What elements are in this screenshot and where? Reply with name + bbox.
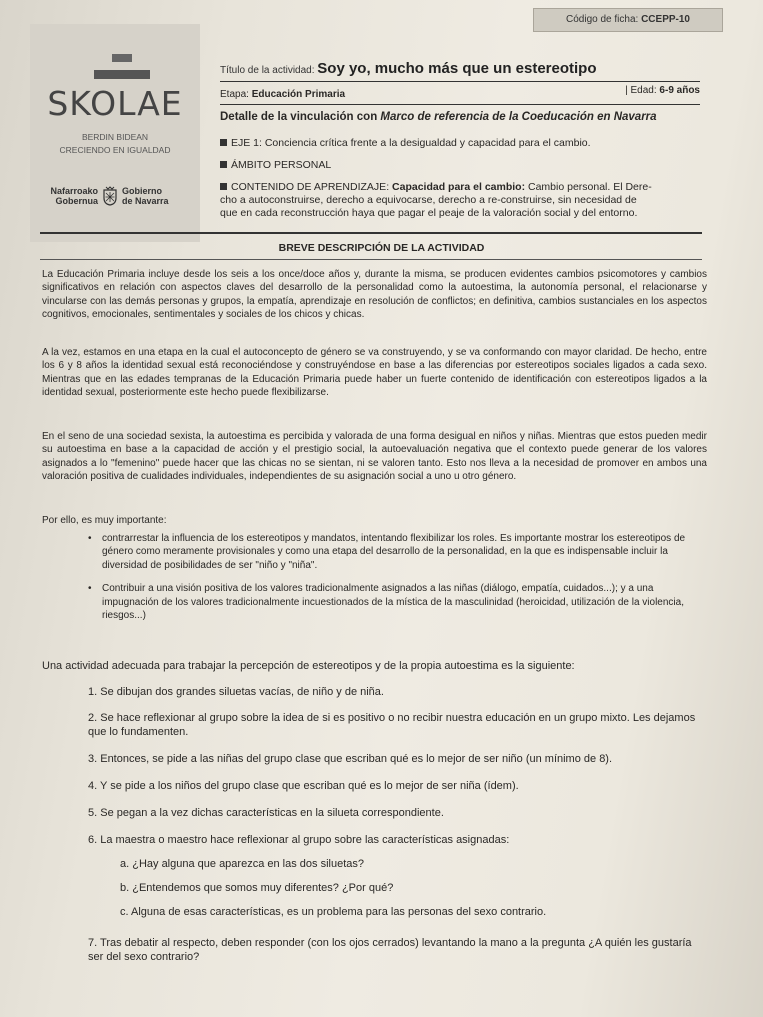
contenido-item xyxy=(220,181,702,220)
logo-panel xyxy=(30,24,200,242)
step-item: 3. Entonces, se pide a las niñas del grupo clase que escriban qué es lo mejor de ser niño (un mínimo de 8). xyxy=(88,753,613,765)
gov-right-1: Gobierno xyxy=(122,186,162,196)
paragraph-1: La Educación Primaria incluye desde los seis a los once/doce años y, durante la misma, se producen evidentes cambios psicomotores y cambios significativos en relación con aspectos claves del desarrollo de la personalidad como la autoestima, la autonomía personal, el relacionarse y vincularse con las demás personas y grupos, la empatía, aprendizaje en resolución de conflictos; en definitiva, cambios sustanciales en los aspectos cognitivos, emocionales, sentimentales y sociales de los chicos y chicas. xyxy=(42,269,707,321)
contenido-line-1: Cambio personal. El Dere- xyxy=(528,181,652,193)
activity-intro: Una actividad adecuada para trabajar la percepción de estereotipos y de la propia autoestima es la siguiente: xyxy=(42,660,575,672)
edad-label: | Edad: xyxy=(625,85,657,96)
substep-item: b. ¿Entendemos que somos muy diferentes? ¿Por qué? xyxy=(120,882,394,894)
title-label: Título de la actividad: xyxy=(220,65,315,76)
code-box xyxy=(533,8,723,32)
logo-mark-bottom xyxy=(94,70,150,79)
step-item: 1. Se dibujan dos grandes siluetas vacías, de niño y de niña. xyxy=(88,686,384,698)
square-bullet-icon xyxy=(220,183,227,190)
step-item: 2. Se hace reflexionar al grupo sobre la idea de si es positivo o no recibir nuestra educación en un grupo mixto. Les dejamos que lo fundamenten. xyxy=(88,712,696,738)
ambito-item xyxy=(220,159,702,172)
square-bullet-icon xyxy=(220,139,227,146)
step-item: 5. Se pegan a la vez dichas características en la silueta correspondiente. xyxy=(88,807,444,819)
detalle-heading xyxy=(220,111,700,123)
logo-name: SKOLAE xyxy=(47,84,183,123)
code-value: CCEPP-10 xyxy=(641,14,690,25)
contenido-line-2: cho a autoconstruirse, derecho a equivocarse, derecho a re-construirse, sin necesidad de xyxy=(220,194,637,206)
step-item: 7. Tras debatir al respecto, deben responder (con los ojos cerrados) levantando la mano a la pregunta ¿A quién les gustaría ser del sexo contrario? xyxy=(88,937,692,963)
paragraph-2: A la vez, estamos en una etapa en la cual el autoconcepto de género se va construyendo, y se va conformando con mayor claridad. De hecho, entre los 6 y 8 años la identidad sexual está reconociéndose y construyéndose en base a las diferencias por estereotipos sociales ligados a cada sexo. Mientras que en las edades tempranas de la Educación Primaria puede haber un fuerte contenido de identificación con estereotipos ligados a la identidad sexual, posteriormente este hecho puede flexibilizarse. xyxy=(42,347,707,399)
section-title: BREVE DESCRIPCIÓN DE LA ACTIVIDAD xyxy=(278,242,485,254)
square-bullet-icon xyxy=(220,161,227,168)
step-item: 4. Y se pide a los niños del grupo clase que escriban qué es lo mejor de ser niña (ídem). xyxy=(88,780,519,792)
detalle-prefix: Detalle de la vinculación con xyxy=(220,111,378,123)
contenido-bold: Capacidad para el cambio: xyxy=(392,181,526,193)
edad-row xyxy=(625,85,700,96)
code-label: Código de ficha: xyxy=(566,14,639,25)
step-item: 6. La maestra o maestro hace reflexionar al grupo sobre las características asignadas: xyxy=(88,834,510,846)
logo-subtitle-1: BERDIN BIDEAN xyxy=(81,132,149,142)
gov-left-2: Gobernua xyxy=(55,196,98,206)
etapa-label: Etapa: xyxy=(220,89,249,100)
logo-mark-top xyxy=(112,54,132,62)
paragraph-3: En el seno de una sociedad sexista, la autoestima es percibida y valorada de una forma desigual en niños y niñas. Mientras que estos pueden medir su autoestima en base a la capacidad de acción y el prestigio social, la autoevaluación negativa que el contexto puede generar de los valores asignados a lo "femenino" puede hacer que las chicas no se sientan, ni se valoren tanto. Esto nos lleva a la necesidad de promover en ambos una valoración positiva de cualidades individuales, independientes de su asignación social a uno u otro género. xyxy=(42,431,707,483)
bullet-list xyxy=(88,532,708,632)
gov-right-2: de Navarra xyxy=(122,196,169,206)
list-item: • contrarrestar la influencia de los estereotipos y mandatos, intentando flexibilizar los roles. Es importante mostrar los estereotipos de género como meramente provisionales y como una etapa del desarrollo de la personalidad, en la que es indispensable incluir la diversidad de posibilidades de ser "niño y "niña". xyxy=(88,532,708,572)
activity-title: Soy yo, mucho más que un estereotipo xyxy=(317,60,597,77)
divider xyxy=(220,81,700,82)
eje-item xyxy=(220,137,702,150)
section-underline xyxy=(40,259,702,260)
gov-left-1: Nafarroako xyxy=(50,186,98,196)
edad-value: 6-9 años xyxy=(659,85,700,96)
eje-text: EJE 1: Conciencia crítica frente a la desigualdad y capacidad para el cambio. xyxy=(231,137,591,149)
contenido-label: CONTENIDO DE APRENDIZAJE: xyxy=(231,181,390,193)
divider xyxy=(220,104,700,105)
substep-item: a. ¿Hay alguna que aparezca en las dos siluetas? xyxy=(120,858,364,870)
crest-icon xyxy=(102,186,118,206)
activity-title-row xyxy=(220,60,700,77)
list-item: • Contribuir a una visión positiva de los valores tradicionalmente asignados a las niñas (diálogo, empatía, cuidados...); y a una impugnación de los valores tradicionalmente incuestionados de la mística de la masculinidad (heroicidad, utilización de la violencia, riesgos...) xyxy=(88,582,708,622)
ambito-text: ÁMBITO PERSONAL xyxy=(231,159,332,171)
section-divider xyxy=(40,232,702,234)
contenido-line-3: que en cada reconstrucción haya que pagar el peaje de la valoración social y del entorno. xyxy=(220,207,638,219)
etapa-value: Educación Primaria xyxy=(251,89,346,100)
detalle-framework: Marco de referencia de la Coeducación en Navarra xyxy=(380,111,657,123)
paragraph-4: Por ello, es muy importante: xyxy=(42,515,167,526)
substep-item: c. Alguna de esas características, es un problema para las personas del sexo contrario. xyxy=(120,906,547,918)
logo-subtitle-2: CRECIENDO EN IGUALDAD xyxy=(59,145,171,155)
